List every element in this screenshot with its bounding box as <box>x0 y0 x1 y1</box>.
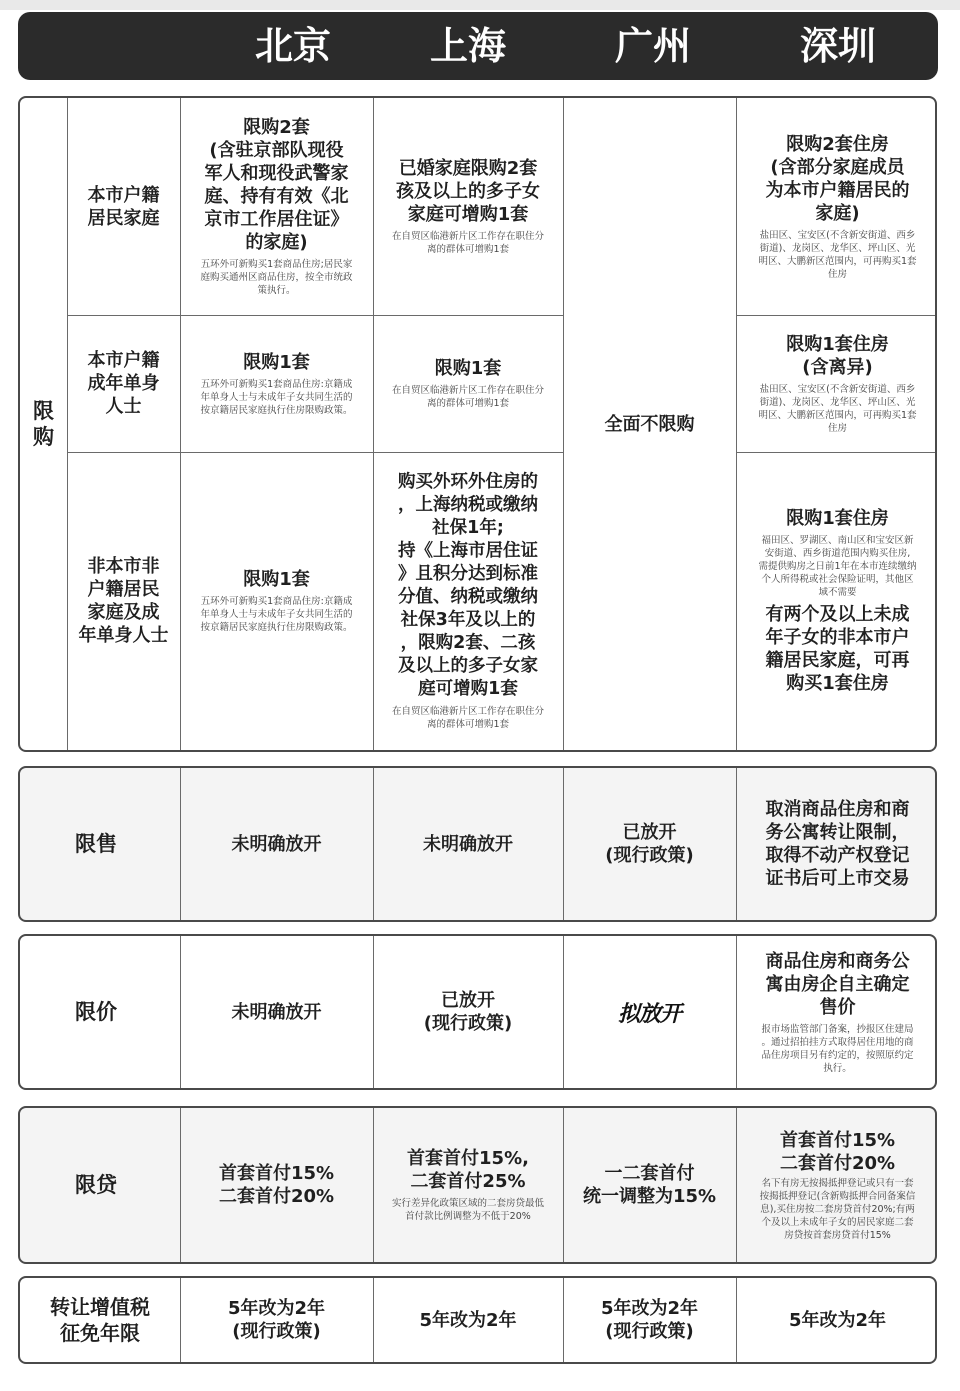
guangzhou-sale: 已放开 (现行政策) <box>605 822 694 866</box>
shanghai-purchase-local-family: 已婚家庭限购2套 孩及以上的多子女 家庭可增购1套 在自贸区临港新片区工作存在职住分 离的群体可增购1套 <box>391 158 544 255</box>
beijing-vat: 5年改为2年 (现行政策) <box>227 1298 326 1342</box>
loan-restriction-panel <box>18 1106 937 1264</box>
city-shanghai: 上海 <box>429 23 506 68</box>
row-label-nonlocal: 非本市非 户籍居民 家庭及成 年单身人士 <box>78 556 169 646</box>
price-restriction-panel <box>18 934 937 1090</box>
loan-label: 限贷 <box>75 1173 117 1197</box>
guangzhou-price: 拟放开 <box>617 1001 681 1027</box>
guangzhou-vat: 5年改为2年 (现行政策) <box>600 1298 699 1342</box>
shenzhen-purchase-local-single: 限购1套住房 (含离异) 盐田区、宝安区(不含新安街道、西乡 街道)、龙岗区、龙华区、坪山区、光 明区、大鹏新区范围内，可再购买1套 住房 <box>758 333 917 434</box>
shenzhen-vat: 5年改为2年 <box>788 1309 887 1331</box>
shenzhen-loan: 首套首付15% 二套首付20% 名下有房无按揭抵押登记或只有一套 按揭抵押登记(含新购抵押合同备案信 息),买住房按二套房贷首付20%;有两 个及以上未成年子女的居民家庭二套 房贷按首套房贷首付15% <box>759 1129 916 1241</box>
sale-restriction-panel <box>18 766 937 922</box>
beijing-purchase-nonlocal: 限购1套 五环外可新购买1套商品住房:京籍成 年单身人士与未成年子女共同生活的 按京籍居民家庭执行住房限购政策。 <box>200 569 353 633</box>
beijing-purchase-local-single: 限购1套 五环外可新购买1套商品住房:京籍成 年单身人士与未成年子女共同生活的 按京籍居民家庭执行住房限购政策。 <box>200 351 353 416</box>
vat-label: 转让增值税 征免年限 <box>50 1295 150 1345</box>
city-header-bar <box>18 12 938 80</box>
shenzhen-purchase-nonlocal: 限购1套住房 福田区、罗湖区、南山区和宝安区新 安街道、西乡街道范围内购买住房, 需提供购房之日前1年在本市连续缴纳 个人所得税或社会保险证明，其他区 域不需要 有两个及以上未成 年子女的非本市户 籍居民家庭，可再 购买1套住房 <box>758 508 917 694</box>
shanghai-purchase-local-single: 限购1套 在自贸区临港新片区工作存在职住分 离的群体可增购1套 <box>391 358 544 409</box>
city-shenzhen: 深圳 <box>799 23 876 68</box>
sale-label: 限售 <box>75 832 117 856</box>
shenzhen-price: 商品住房和商务公 寓由房企自主确定 售价 报市场监管部门备案，抄报区住建局 。通过招拍挂方式取得居住用地的商 品住房项目另有约定的，按照原约定 执行。 <box>761 950 914 1074</box>
shanghai-price: 已放开 (现行政策) <box>423 990 513 1034</box>
shenzhen-purchase-local-family: 限购2套住房 (含部分家庭成员 为本市户籍居民的 家庭) 盐田区、宝安区(不含新安街道、西乡 街道)、龙岗区、龙华区、坪山区、光 明区、大鹏新区范围内，可再购买1套 住房 <box>758 133 917 280</box>
shanghai-vat: 5年改为2年 <box>419 1309 517 1331</box>
guangzhou-purchase: 全面不限购 <box>604 413 695 435</box>
shanghai-purchase-nonlocal: 购买外环外住房的 ，上海纳税或缴纳 社保1年; 持《上海市居住证 》且积分达到标准 分值、纳税或缴纳 社保3年及以上的 ，限购2套、二孩 及以上的多子女家 庭可增购1套 在自贸区临港新片区工作存在职住分 离的群体可增购1套 <box>391 472 544 730</box>
row-label-local-single: 本市户籍 成年单身 人士 <box>87 350 160 417</box>
row-label-local-family: 本市户籍 居民家庭 <box>87 184 160 229</box>
shanghai-sale: 未明确放开 <box>423 833 513 855</box>
shanghai-loan: 首套首付15%, 二套首付25% 实行差异化政策区域的二套房贷最低 首付款比例调整为不低于20% <box>391 1148 544 1222</box>
beijing-sale: 未明确放开 <box>231 833 322 855</box>
guangzhou-loan: 一二套首付 统一调整为15% <box>582 1163 717 1207</box>
city-guangzhou: 广州 <box>614 23 691 68</box>
beijing-purchase-local-family: 限购2套 (含驻京部队现役 军人和现役武警家 庭、持有有效《北 京市工作居住证》 的家庭) 五环外可新购买1套商品住房;居民家 庭购买通州区商品住房，按全市统政 策执行。 <box>200 117 353 296</box>
vat-exemption-panel <box>18 1276 937 1364</box>
shenzhen-sale: 取消商品住房和商 务公寓转让限制， 取得不动产权登记 证书后可上市交易 <box>765 799 910 889</box>
purchase-label: 限 购 <box>33 399 54 449</box>
beijing-loan: 首套首付15% 二套首付20% <box>218 1163 335 1207</box>
top-strip <box>0 0 960 10</box>
price-label: 限价 <box>75 1000 117 1024</box>
beijing-price: 未明确放开 <box>231 1001 322 1023</box>
purchase-restriction-panel <box>18 96 937 752</box>
city-beijing: 北京 <box>254 23 331 68</box>
